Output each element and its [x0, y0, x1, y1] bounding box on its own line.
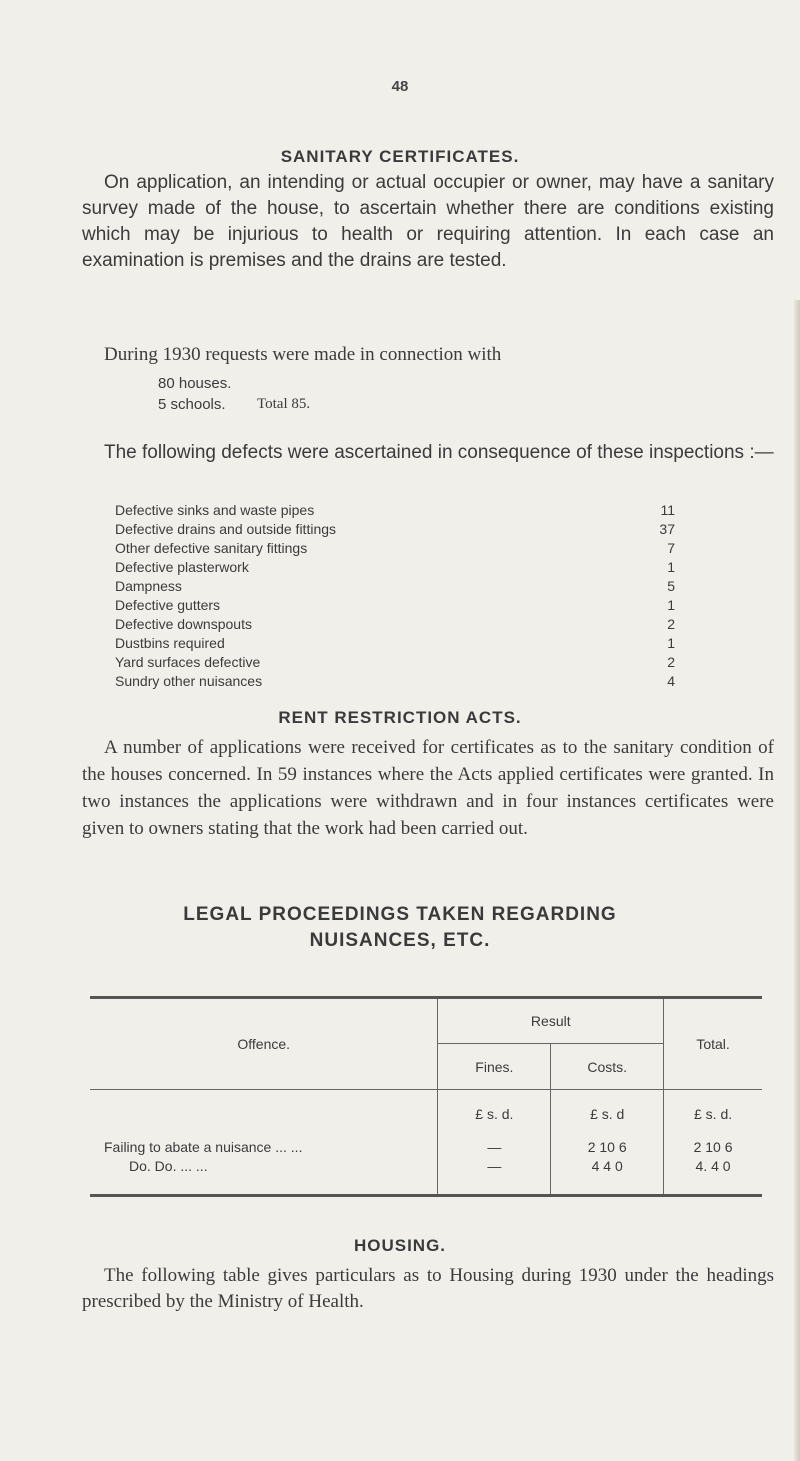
- defect-row: [115, 521, 675, 540]
- fines-header: Fines.: [438, 1044, 551, 1090]
- requests-total: Total 85.: [257, 396, 311, 412]
- requests-intro: During 1930 requests were made in connection with: [104, 344, 502, 365]
- result-header: Result: [438, 998, 664, 1044]
- table-spacer: [438, 1176, 551, 1196]
- offence-cell: [90, 1157, 438, 1176]
- rent-restriction-heading: RENT RESTRICTION ACTS.: [278, 708, 522, 727]
- rent-paragraph: [82, 734, 774, 842]
- defect-row: [115, 540, 675, 559]
- defect-row: [115, 616, 675, 635]
- housing-paragraph-text: The following table gives particulars as to Housing during 1930 under the headings prescribed by the Ministry of Health.: [82, 1265, 774, 1312]
- defect-row: [115, 654, 675, 673]
- legal-proceedings-table: [90, 996, 762, 1197]
- defect-label: Dustbins required: [115, 635, 225, 651]
- defects-intro: [82, 440, 774, 466]
- offence-header: Offence.: [90, 998, 438, 1090]
- defect-row: [115, 502, 675, 521]
- defect-label: Dampness: [115, 578, 182, 594]
- defects-intro-text: The following defects were ascertained in consequence of these inspections :—: [104, 442, 774, 463]
- defect-count: 1: [667, 635, 675, 651]
- costs-unit: £ s. d: [551, 1090, 664, 1138]
- defect-count: 4: [667, 673, 675, 689]
- housing-paragraph: [82, 1263, 774, 1315]
- defect-count: 11: [660, 502, 675, 518]
- defect-label: Defective sinks and waste pipes: [115, 502, 315, 518]
- defects-list: [115, 502, 675, 692]
- offence-leader-dots: ...: [290, 1139, 303, 1155]
- total-unit: £ s. d.: [664, 1090, 762, 1138]
- offence-text: Failing to abate a nuisance ...: [104, 1139, 287, 1155]
- total-cell: 4. 4 0: [664, 1157, 762, 1176]
- schools-count: 5 schools.: [158, 396, 226, 413]
- total-cell: 2 10 6: [664, 1138, 762, 1157]
- defect-count: 2: [667, 616, 675, 632]
- defect-row: [115, 578, 675, 597]
- defect-count: 1: [667, 597, 675, 613]
- offence-text: Do. Do.: [129, 1158, 177, 1174]
- costs-cell: 2 10 6: [551, 1138, 664, 1157]
- table-row: [90, 1138, 762, 1157]
- defect-label: Defective gutters: [115, 597, 221, 613]
- table-spacer: [664, 1176, 762, 1196]
- sanitary-paragraph: [82, 170, 774, 274]
- defect-row: [115, 673, 675, 692]
- costs-header: Costs.: [551, 1044, 664, 1090]
- sanitary-paragraph-text: On application, an intending or actual occupier or owner, may have a sanitary survey made of the house, to ascertain whether there are conditions existing which may be injurious to health or requiring attention. In each case an examination is premises and the drains are tested.: [82, 172, 774, 271]
- costs-cell: 4 4 0: [551, 1157, 664, 1176]
- defect-label: Defective drains and outside fittings: [115, 521, 337, 537]
- defect-row: [115, 635, 675, 654]
- rent-paragraph-text: A number of applications were received for certificates as to the sanitary condition of the houses concerned. In 59 instances where the Acts applied certificates were granted. In two instances the applications were withdrawn and in four instances certificates were given to owners stating that the work had been carried out.: [82, 737, 774, 839]
- offence-unit-blank: [90, 1090, 438, 1138]
- defect-label: Other defective sanitary fittings: [115, 540, 308, 556]
- sanitary-certificates-heading: SANITARY CERTIFICATES.: [280, 147, 520, 166]
- fines-cell: —: [438, 1138, 551, 1157]
- defect-count: 1: [667, 559, 675, 575]
- table-spacer: [90, 1176, 438, 1196]
- defect-row: [115, 597, 675, 616]
- defect-label: Defective plasterwork: [115, 559, 249, 575]
- housing-heading: HOUSING.: [353, 1236, 447, 1255]
- total-header: Total.: [664, 998, 762, 1090]
- offence-leader-dots: ... ...: [180, 1158, 208, 1174]
- defect-row: [115, 559, 675, 578]
- offence-cell: [90, 1138, 438, 1157]
- defect-label: Sundry other nuisances: [115, 673, 263, 689]
- legal-proceedings-heading: LEGAL PROCEEDINGS TAKEN REGARDING: [183, 904, 617, 925]
- fines-unit: £ s. d.: [438, 1090, 551, 1138]
- houses-count: 80 houses.: [158, 375, 232, 392]
- defect-count: 37: [659, 521, 675, 537]
- defect-label: Yard surfaces defective: [115, 654, 261, 670]
- defect-count: 2: [667, 654, 675, 670]
- table-row: [90, 1157, 762, 1176]
- fines-cell: —: [438, 1157, 551, 1176]
- defect-count: 7: [667, 540, 675, 556]
- table-spacer: [551, 1176, 664, 1196]
- legal-proceedings-subheading: NUISANCES, ETC.: [309, 930, 491, 951]
- page-edge-shadow: [794, 300, 800, 1461]
- defect-count: 5: [667, 578, 675, 594]
- page-number: 48: [391, 78, 409, 95]
- defect-label: Defective downspouts: [115, 616, 252, 632]
